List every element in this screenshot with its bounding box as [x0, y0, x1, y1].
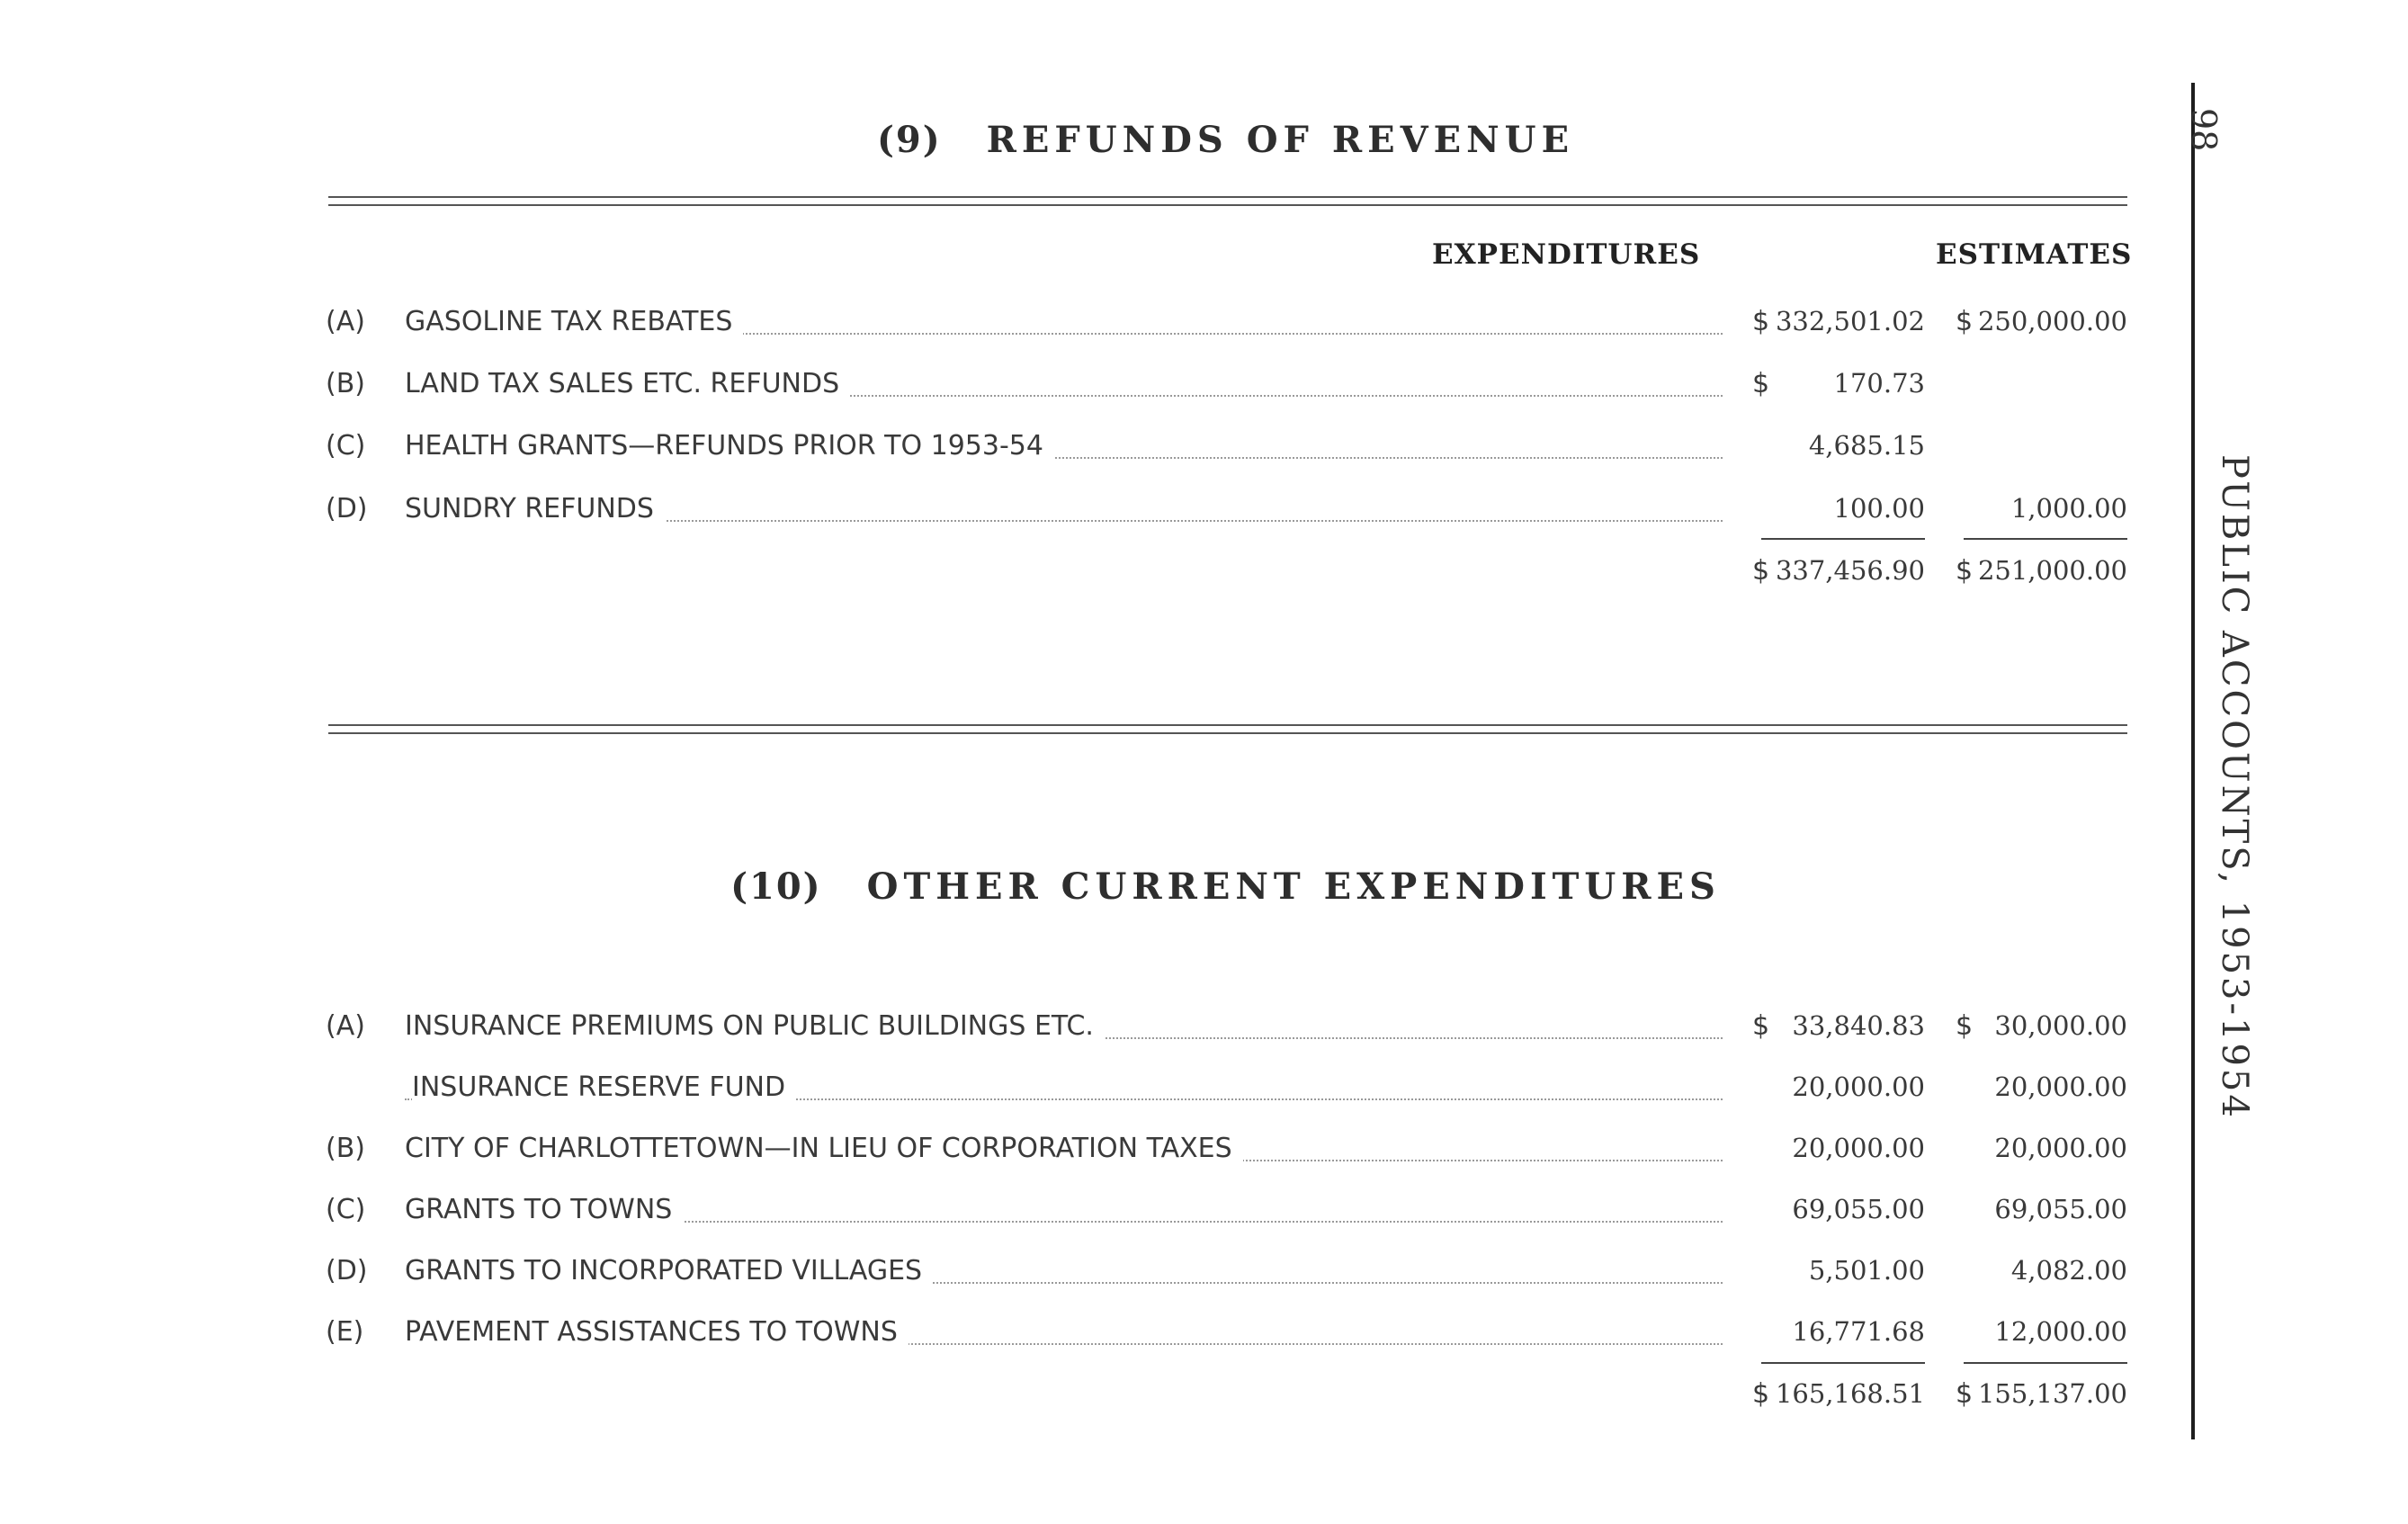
row-letter: (B): [326, 1133, 365, 1164]
total-expenditure: 165,168.51: [1775, 1378, 1925, 1409]
section-9-number: (9): [876, 119, 942, 161]
table-row: [0, 368, 2159, 408]
section-10-title-text: OTHER CURRENT EXPENDITURES: [866, 865, 1721, 908]
row-label: GASOLINE TAX REBATES: [405, 306, 743, 337]
table-row: [0, 306, 2159, 345]
subtotal-rule: [1964, 1362, 2127, 1364]
subtotal-rule: [1761, 538, 1925, 540]
section-9-title-text: REFUNDS OF REVENUE: [986, 119, 1575, 161]
row-letter: (D): [326, 1255, 368, 1286]
row-label: HEALTH GRANTS—REFUNDS PRIOR TO 1953-54: [405, 430, 1054, 462]
estimate-value: 4,082.00: [2010, 1255, 2127, 1286]
expenditure-value: 4,685.15: [1808, 430, 1925, 461]
dollar-sign: $: [1752, 1378, 1770, 1410]
estimate-value: 250,000.00: [1977, 306, 2127, 336]
dollar-sign: $: [1752, 1010, 1770, 1042]
estimate-value: 69,055.00: [1994, 1194, 2127, 1224]
table-row: [0, 1255, 2159, 1295]
expenditure-value: 100.00: [1833, 493, 1925, 524]
running-head: PUBLIC ACCOUNTS, 1953-1954: [2214, 454, 2255, 1120]
dollar-sign: $: [1956, 306, 1974, 337]
table-row: [0, 1133, 2159, 1172]
estimate-value: 20,000.00: [1994, 1133, 2127, 1163]
dollar-sign: $: [1956, 555, 1974, 587]
row-label: INSURANCE RESERVE FUND: [412, 1071, 796, 1103]
expenditure-value: 5,501.00: [1808, 1255, 1925, 1286]
row-letter: (C): [326, 1194, 366, 1225]
dollar-sign: $: [1752, 555, 1770, 587]
row-letter: (A): [326, 1010, 365, 1042]
expenditure-value: 16,771.68: [1792, 1316, 1925, 1347]
table-row: [0, 1194, 2159, 1233]
row-label: CITY OF CHARLOTTETOWN—IN LIEU OF CORPORATION TAXES: [405, 1133, 1243, 1164]
row-letter: (B): [326, 368, 365, 399]
section-9-title: [324, 119, 2127, 161]
margin-rule: [2191, 83, 2195, 1439]
total-row: [0, 1378, 2159, 1418]
dollar-sign: $: [1956, 1010, 1974, 1042]
expenditure-value: 332,501.02: [1775, 306, 1925, 336]
expenditure-value: 170.73: [1833, 368, 1925, 399]
table-row: [0, 1071, 2159, 1111]
expenditure-value: 69,055.00: [1792, 1194, 1925, 1224]
estimate-value: 12,000.00: [1994, 1316, 2127, 1347]
estimate-value: 30,000.00: [1994, 1010, 2127, 1041]
column-header-estimates: ESTIMATES: [1936, 238, 2133, 271]
estimate-value: 1,000.00: [2010, 493, 2127, 524]
section-10-number: (10): [730, 865, 822, 908]
subtotal-rule: [1964, 538, 2127, 540]
section-divider-rule: [328, 724, 2127, 734]
row-letter: (D): [326, 493, 368, 524]
total-estimate: 155,137.00: [1977, 1378, 2127, 1409]
section-10-title: [324, 865, 2127, 908]
row-label: GRANTS TO INCORPORATED VILLAGES: [405, 1255, 933, 1286]
row-label: SUNDRY REFUNDS: [405, 493, 665, 524]
table-row: [0, 430, 2159, 470]
section-9-rule: [328, 196, 2127, 206]
page-number: 98: [2184, 108, 2224, 152]
table-row: [0, 493, 2159, 533]
total-expenditure: 337,456.90: [1775, 555, 1925, 586]
total-estimate: 251,000.00: [1977, 555, 2127, 586]
dollar-sign: $: [1752, 306, 1770, 337]
expenditure-value: 20,000.00: [1792, 1071, 1925, 1102]
row-label: PAVEMENT ASSISTANCES TO TOWNS: [405, 1316, 909, 1348]
row-label: LAND TAX SALES ETC. REFUNDS: [405, 368, 850, 399]
subtotal-rule: [1761, 1362, 1925, 1364]
row-letter: (A): [326, 306, 365, 337]
dollar-sign: $: [1752, 368, 1770, 399]
dollar-sign: $: [1956, 1378, 1974, 1410]
row-letter: (C): [326, 430, 366, 462]
row-label: GRANTS TO TOWNS: [405, 1194, 683, 1225]
estimate-value: 20,000.00: [1994, 1071, 2127, 1102]
table-row: [0, 1316, 2159, 1356]
column-header-expenditures: EXPENDITURES: [1432, 238, 1701, 271]
expenditure-value: 20,000.00: [1792, 1133, 1925, 1163]
total-row: [0, 555, 2159, 595]
expenditure-value: 33,840.83: [1792, 1010, 1925, 1041]
row-label: INSURANCE PREMIUMS ON PUBLIC BUILDINGS ETC.: [405, 1010, 1105, 1042]
table-row: [0, 1010, 2159, 1050]
row-letter: (E): [326, 1316, 364, 1348]
